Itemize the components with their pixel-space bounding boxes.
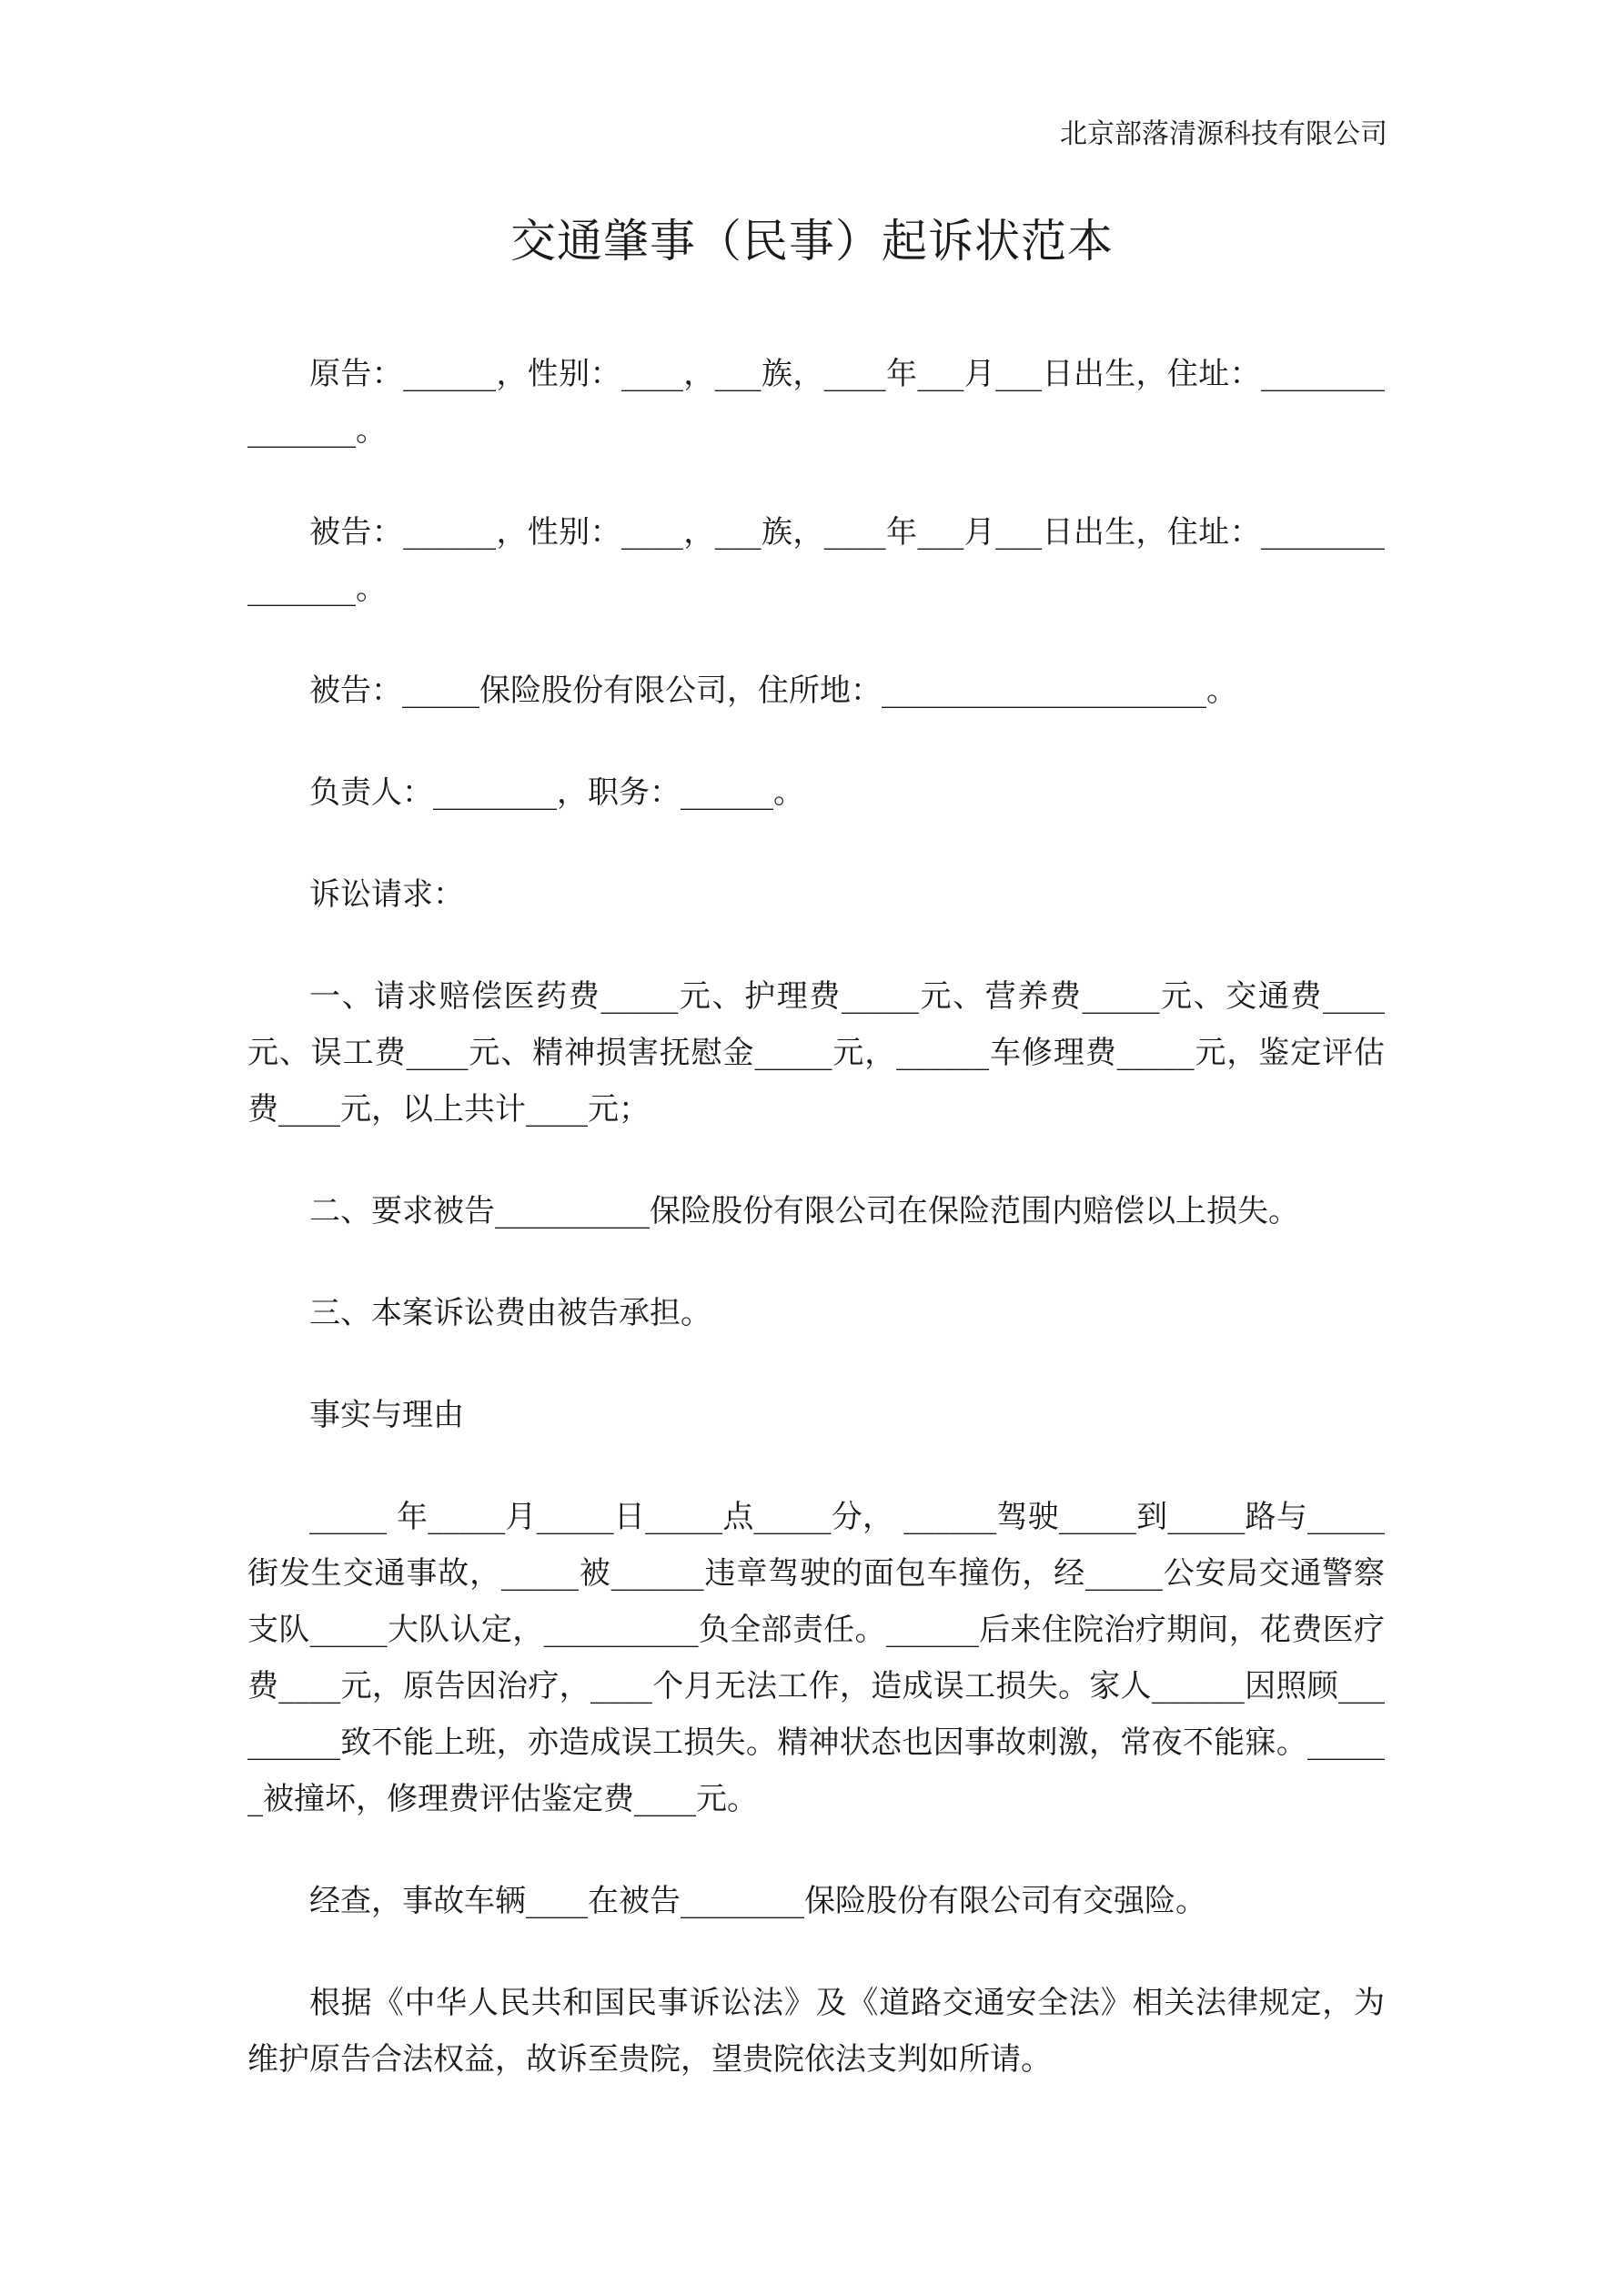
claim-item-1: 一、请求赔偿医药费_____元、护理费_____元、营养费_____元、交通费____元、误工费____元、精神损害抚慰金_____元，______车修理费_____元，鉴定评估费____元，以上共计____元； <box>247 978 1385 1128</box>
document-title: 交通肇事（民事）起诉状范本 <box>510 215 1114 268</box>
facts-paragraph: _____ 年_____月_____日_____点_____分， ______驾驶_____到_____路与_____街发生交通事故，_____被______违章驾驶的面包车撞伤，经_____公安局交通警察支队_____大队认定，__________负全部责任。______后来住院治疗期间，花费医疗费____元，原告因治疗，____个月无法工作，造成误工损失。家人______因照顾_________致不能上班，亦造成误工损失。精神状态也因事故刺激，常夜不能寐。______被撞坏，修理费评估鉴定费____元。 <box>247 1499 1385 1817</box>
defendant-info: 被告：______，性别：____，___族，____年___月___日出生，住址：_______________。 <box>247 514 1385 607</box>
claim-item-2: 二、要求被告__________保险股份有限公司在保险范围内赔偿以上损失。 <box>309 1193 1299 1229</box>
defendant-insurer-info: 被告：_____保险股份有限公司，住所地：_____________________。 <box>309 673 1237 709</box>
document-body <box>247 346 1385 2133</box>
company-header: 北京部落清源科技有限公司 <box>1060 118 1387 150</box>
legal-basis: 根据《中华人民共和国民事诉讼法》及《道路交通安全法》相关法律规定，为维护原告合法权益，故诉至贵院，望贵院依法支判如所请。 <box>247 1985 1385 2078</box>
claim-item-3: 三、本案诉讼费由被告承担。 <box>309 1295 711 1331</box>
responsible-person: 负责人：________，职务：______。 <box>309 774 804 811</box>
insurance-finding: 经查，事故车辆____在被告________保险股份有限公司有交强险。 <box>309 1883 1206 1919</box>
facts-heading: 事实与理由 <box>309 1397 464 1433</box>
plaintiff-info: 原告：______，性别：____，___族，____年___月___日出生，住址：_______________。 <box>247 356 1385 449</box>
claims-heading: 诉讼请求： <box>309 876 464 913</box>
